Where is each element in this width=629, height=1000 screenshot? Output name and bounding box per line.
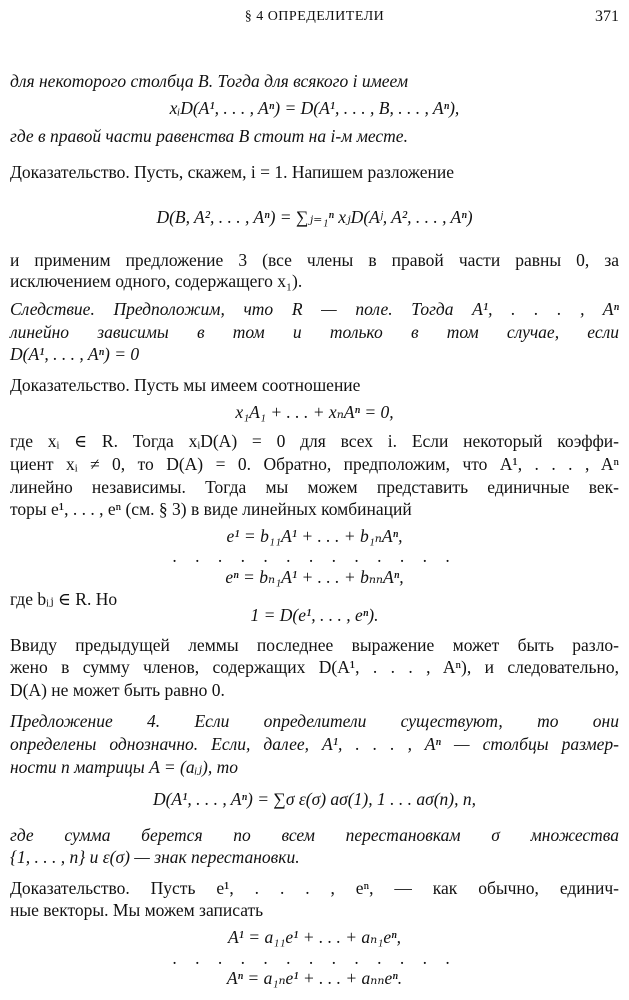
- page-header: [0, 6, 629, 28]
- proof-heading-line: Доказательство. Пусть мы имеем соотношение: [10, 375, 361, 395]
- text-line: где сумма берется по всем перестановкам σ множества: [10, 825, 619, 845]
- corollary-line: Следствие. Предположим, что R — поле. Тогда A¹, . . . , Aⁿ: [10, 299, 619, 319]
- formula-line: A¹ = a₁₁e¹ + . . . + aₙ₁eⁿ,: [227, 927, 401, 947]
- text-line: для некоторого столбца B. Тогда для всякого i имеем: [10, 71, 409, 91]
- text-line: где в правой части равенства B стоит на i-м месте.: [10, 126, 408, 146]
- formula-line: x₁A₁ + . . . + xₙAⁿ = 0,: [235, 402, 394, 422]
- text-line: циент xᵢ ≠ 0, то D(A) = 0. Обратно, предположим, что A¹, . . . , Aⁿ: [10, 454, 619, 474]
- formula-line: Aⁿ = a₁ₙe¹ + . . . + aₙₙeⁿ.: [226, 968, 403, 988]
- formula-line: eⁿ = bₙ₁A¹ + . . . + bₙₙAⁿ,: [225, 567, 404, 587]
- proposition-line: Предложение 4. Если определители существуют, то они: [10, 711, 619, 731]
- proof-heading-line: Доказательство. Пусть, скажем, i = 1. Напишем разложение: [10, 162, 455, 182]
- text-line: Ввиду предыдущей леммы последнее выражение может быть разло-: [10, 635, 619, 655]
- corollary-line: D(A¹, . . . , Aⁿ) = 0: [10, 344, 140, 364]
- text-line: исключением одного, содержащего x₁).: [10, 271, 303, 291]
- page-number: 371: [595, 8, 619, 25]
- text-line: линейно независимы. Тогда мы можем представить единичные век-: [10, 477, 619, 497]
- text-line: {1, . . . , n} и ε(σ) — знак перестановки.: [10, 847, 300, 867]
- text-line: жено в сумму членов, содержащих D(A¹, . . . , Aⁿ), и следовательно,: [10, 657, 619, 677]
- running-head: § 4 ОПРЕДЕЛИТЕЛИ: [244, 9, 385, 24]
- formula-dots: . . . . . . . . . . . . .: [172, 948, 457, 968]
- formula-line: xᵢD(A¹, . . . , Aⁿ) = D(A¹, . . . , B, . . . , Aⁿ),: [169, 98, 460, 118]
- proof-heading-line: Доказательство. Пусть e¹, . . . , eⁿ, — как обычно, единич-: [10, 878, 619, 898]
- text-line: ные векторы. Мы можем записать: [10, 900, 264, 920]
- formula-dots: . . . . . . . . . . . . .: [172, 546, 457, 566]
- proposition-line: ности n матрицы A = (aᵢⱼ), то: [10, 757, 238, 777]
- text-line: где bᵢⱼ ∈ R. Но: [10, 589, 118, 609]
- formula-line: D(B, A², . . . , Aⁿ) = ∑ⱼ₌₁ⁿ xⱼD(Aʲ, A², . . . , Aⁿ): [156, 207, 473, 227]
- formula-line: D(A¹, . . . , Aⁿ) = ∑σ ε(σ) aσ(1), 1 . . . aσ(n), n,: [152, 789, 477, 809]
- proposition-line: определены однозначно. Если, далее, A¹, . . . , Aⁿ — столбцы размер-: [10, 734, 619, 754]
- text-line: D(A) не может быть равно 0.: [10, 680, 225, 700]
- text-line: торы e¹, . . . , eⁿ (см. § 3) в виде линейных комбинаций: [10, 499, 412, 519]
- text-line: где xᵢ ∈ R. Тогда xᵢD(A) = 0 для всех i. Если некоторый коэффи-: [10, 431, 619, 451]
- formula-line: 1 = D(e¹, . . . , eⁿ).: [250, 605, 379, 625]
- formula-line: e¹ = b₁₁A¹ + . . . + b₁ₙAⁿ,: [226, 526, 403, 546]
- corollary-line: линейно зависимы в том и только в том случае, если: [10, 322, 619, 342]
- text-line: и применим предложение 3 (все члены в правой части равны 0, за: [10, 250, 619, 270]
